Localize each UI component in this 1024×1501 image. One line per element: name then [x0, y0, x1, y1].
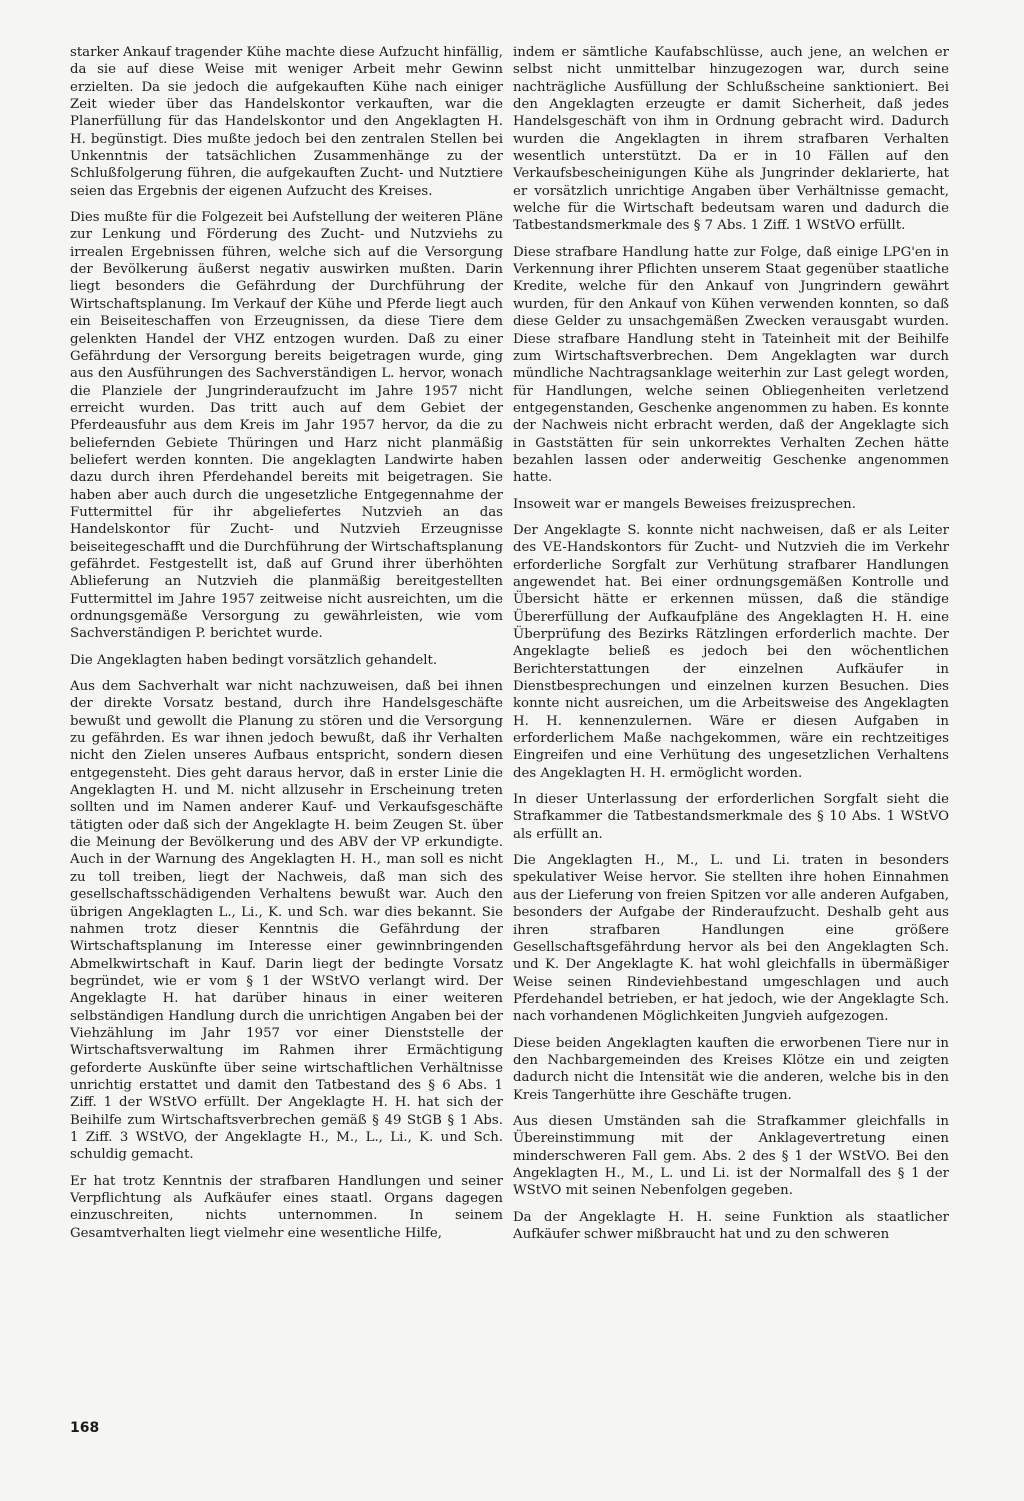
paragraph: Diese strafbare Handlung hatte zur Folge, daß einige LPG'en in Verkennung ihrer Pflichten unserem Staat gegenüber staatliche Kredite, welche für den Ankauf von Jungrindern gewährt wurden, für den Ankauf von Kühen verwenden konnten, so daß diese Gelder zu unsachgemäßen Zwecken verausgabt wurden. Diese strafbare Handlung steht in Tateinheit mit der Beihilfe zum Wirtschaftsverbrechen. Dem Angeklagten war durch mündliche Nachtragsanklage weiterhin zur Last gelegt worden, für Handlungen, welche seinen Obliegenheiten verletzend entgegenstanden, Geschenke angenommen zu haben. Es konnte der Nachweis nicht erbracht werden, daß der Angeklagte sich in Gaststätten für sein unkorrektes Verhalten Zechen hätte bezahlen lassen oder anderweitig Geschenke angenommen hatte. [513, 244, 949, 486]
paragraph: indem er sämtliche Kaufabschlüsse, auch jene, an welchen er selbst nicht unmittelbar hinzugezogen war, durch seine nachträgliche Ausfüllung der Schlußscheine sanktioniert. Bei den Angeklagten erzeugte er damit Sicherheit, daß jedes Handelsgeschäft von ihm in Ordnung gebracht wird. Dadurch wurden die Angeklagten in ihrem strafbaren Verhalten wesentlich unterstützt. Da er in 10 Fällen auf den Verkaufsbescheinigungen Kühe als Jungrinder deklarierte, hat er vorsätzlich unrichtige Angaben über Verhältnisse gemacht, welche für die Wirtschaft bedeutsam waren und dadurch die Tatbestandsmerkmale des § 7 Abs. 1 Ziff. 1 WStVO erfüllt. [513, 45, 949, 234]
paragraph: Diese beiden Angeklagten kauften die erworbenen Tiere nur in den Nachbargemeinden des Kreises Klötze ein und zeigten dadurch nicht die Intensität wie die anderen, welche bis in den Kreis Tangerhütte ihre Geschäfte trugen. [513, 1035, 949, 1103]
paragraph: Die Angeklagten H., M., L. und Li. traten in besonders spekulativer Weise hervor. Sie stellten ihre hohen Einnahmen aus der Lieferung von freien Spitzen vor alle anderen Aufgaben, besonders der Aufgabe der Rinderaufzucht. Deshalb geht aus ihren strafbaren Handlungen eine größere Gesellschaftsgefährdung hervor als bei den Angeklagten Sch. und K. Der Angeklagte K. hat wohl gleichfalls in übermäßiger Weise seinen Rindeviehbestand umgeschlagen und auch Pferdehandel betrieben, er hat jedoch, wie der Angeklagte Sch. nach vorhandenen Möglichkeiten Jungvieh aufgezogen. [513, 853, 949, 1025]
paragraph: Insoweit war er mangels Beweises freizusprechen. [513, 496, 856, 512]
page-number: 168 [70, 1420, 100, 1436]
paragraph: Dies mußte für die Folgezeit bei Aufstellung der weiteren Pläne zur Lenkung und Förderung des Zucht- und Nutzviehs zu irrealen Ergebnissen führen, welche sich auf die Versorgung der Bevölkerung äußerst negativ auswirken mußten. Darin liegt besonders die Gefährdung der Durchführung der Wirtschaftsplanung. Im Verkauf der Kühe und Pferde liegt auch ein Beiseiteschaffen von Erzeugnissen, da diese Tiere dem gelenkten Handel der VHZ entzogen wurden. Daß zu einer Gefährdung der Versorgung bereits beigetragen wurde, ging aus den Ausführungen des Sachverständigen L. hervor, wonach die Planziele der Jungrinderaufzucht im Jahre 1957 nicht erreicht wurden. Das tritt auch auf dem Gebiet der Pferdeausfuhr aus dem Kreis im Jahr 1957 hervor, da die zu beliefernden Gebiete Thüringen und Harz nicht planmäßig beliefert werden konnten. Die angeklagten Landwirte haben dazu durch ihren Pferdehandel bereits mit beigetragen. Sie haben aber auch durch die ungesetzliche Entgegennahme der Futtermittel für ihr abgeliefertes Nutzvieh an das Handelskontor für Zucht- und Nutzvieh Erzeugnisse beiseitegeschafft und die Durchführung der Wirtschaftsplanung gefährdet. Festgestellt ist, daß auf Grund ihrer überhöhten Ablieferung an Nutzvieh die planmäßig bereitgestellten Futtermittel im Jahre 1957 zeitweise nicht ausreichten, um die ordnungsgemäße Versorgung zu gewährleisten, wie vom Sachverständigen P. berichtet wurde. [70, 210, 503, 642]
paragraph: In dieser Unterlassung der erforderlichen Sorgfalt sieht die Strafkammer die Tatbestandsmerkmale des § 10 Abs. 1 WStVO als erfüllt an. [513, 792, 949, 842]
paragraph: Aus dem Sachverhalt war nicht nachzuweisen, daß bei ihnen der direkte Vorsatz bestand, durch ihre Handelsgeschäfte bewußt und gewollt die Planung zu stören und die Versorgung zu gefährden. Es war ihnen jedoch bewußt, daß ihr Verhalten nicht den Zielen unseres Aufbaus entspricht, sondern diesen entgegensteht. Dies geht daraus hervor, daß in erster Linie die Angeklagten H. und M. nicht allzusehr in Erscheinung treten sollten und im Namen anderer Kauf- und Verkaufsgeschäfte tätigten oder daß sich der Angeklagte H. beim Zeugen St. über die Meinung der Bevölkerung und des ABV der VP erkundigte. Auch in der Warnung des Angeklagten H. H., man soll es nicht zu toll treiben, liegt der Nachweis, daß man sich des gesellschaftsschädigenden Verhaltens bewußt war. Auch den übrigen Angeklagten L., Li., K. und Sch. war dies bekannt. Sie nahmen trotz dieser Kenntnis die Gefährdung der Wirtschaftsplanung im Interesse einer gewinnbringenden Abmelkwirtschaft in Kauf. Darin liegt der bedingte Vorsatz begründet, wie er vom § 1 der WStVO verlangt wird. Der Angeklagte H. hat darüber hinaus in einer weiteren selbständigen Handlung durch die unrichtigen Angaben bei der Viehzählung im Jahr 1957 vor einer Dienststelle der Wirtschaftsverwaltung im Rahmen ihrer Ermächtigung geforderte Auskünfte über seine wirtschaftlichen Verhältnisse unrichtig erstattet und damit den Tatbestand des § 6 Abs. 1 Ziff. 1 der WStVO erfüllt. Der Angeklagte H. H. hat sich der Beihilfe zum Wirtschaftsverbrechen gemäß § 49 StGB § 1 Abs. 1 Ziff. 3 WStVO, der Angeklagte H., M., L., Li., K. und Sch. schuldig gemacht. [70, 679, 503, 1163]
left-column [70, 44, 503, 1424]
paragraph: Er hat trotz Kenntnis der strafbaren Handlungen und seiner Verpflichtung als Aufkäufer eines staatl. Organs dagegen einzuschreiten, nichts unternommen. In seinem Gesamtverhalten liegt vielmehr eine wesentliche Hilfe, [70, 1173, 503, 1241]
paragraph: Da der Angeklagte H. H. seine Funktion als staatlicher Aufkäufer schwer mißbraucht hat und zu den schweren [513, 1209, 949, 1242]
paragraph: starker Ankauf tragender Kühe machte diese Aufzucht hinfällig, da sie auf diese Weise mit weniger Arbeit mehr Gewinn erzielten. Da sie jedoch die aufgekauften Kühe nach einiger Zeit wieder über das Handelskontor verkauften, war die Planerfüllung für das Handelskontor und den Angeklagten H. H. begünstigt. Dies mußte jedoch bei den zentralen Stellen bei Unkenntnis der tatsächlichen Zusammenhänge zu der Schlußfolgerung führen, die aufgekauften Zucht- und Nutztiere seien das Ergebnis der eigenen Aufzucht des Kreises. [70, 45, 503, 199]
paragraph: Der Angeklagte S. konnte nicht nachweisen, daß er als Leiter des VE-Handskontors für Zucht- und Nutzvieh die im Verkehr erforderliche Sorgfalt zur Verhütung strafbarer Handlungen angewendet hat. Bei einer ordnungsgemäßen Kontrolle und Übersicht hätte er erkennen müssen, daß die ständige Übererfüllung der Aufkaufpläne des Angeklagten H. H. eine Überprüfung des Bezirks Rätzlingen erforderlich machte. Der Angeklagte beließ es jedoch bei den wöchentlichen Berichterstattungen der einzelnen Aufkäufer in Dienstbesprechungen und einzelnen kurzen Besuchen. Dies konnte nicht ausreichen, um die Arbeitsweise des Angeklagten H. H. kennenzulernen. Wäre er diesen Aufgaben in erforderlichem Maße nachgekommen, wäre ein rechtzeitiges Eingreifen und eine Verhütung des ungesetzlichen Verhaltens des Angeklagten H. H. ermöglicht worden. [513, 522, 949, 781]
paragraph: Die Angeklagten haben bedingt vorsätzlich gehandelt. [70, 652, 438, 668]
paragraph: Aus diesen Umständen sah die Strafkammer gleichfalls in Übereinstimmung mit der Anklagevertretung einen minderschweren Fall gem. Abs. 2 des § 1 der WStVO. Bei den Angeklagten H., M., L. und Li. ist der Normalfall des § 1 der WStVO mit seinen Nebenfolgen gegeben. [513, 1113, 949, 1199]
right-column [513, 44, 949, 1424]
